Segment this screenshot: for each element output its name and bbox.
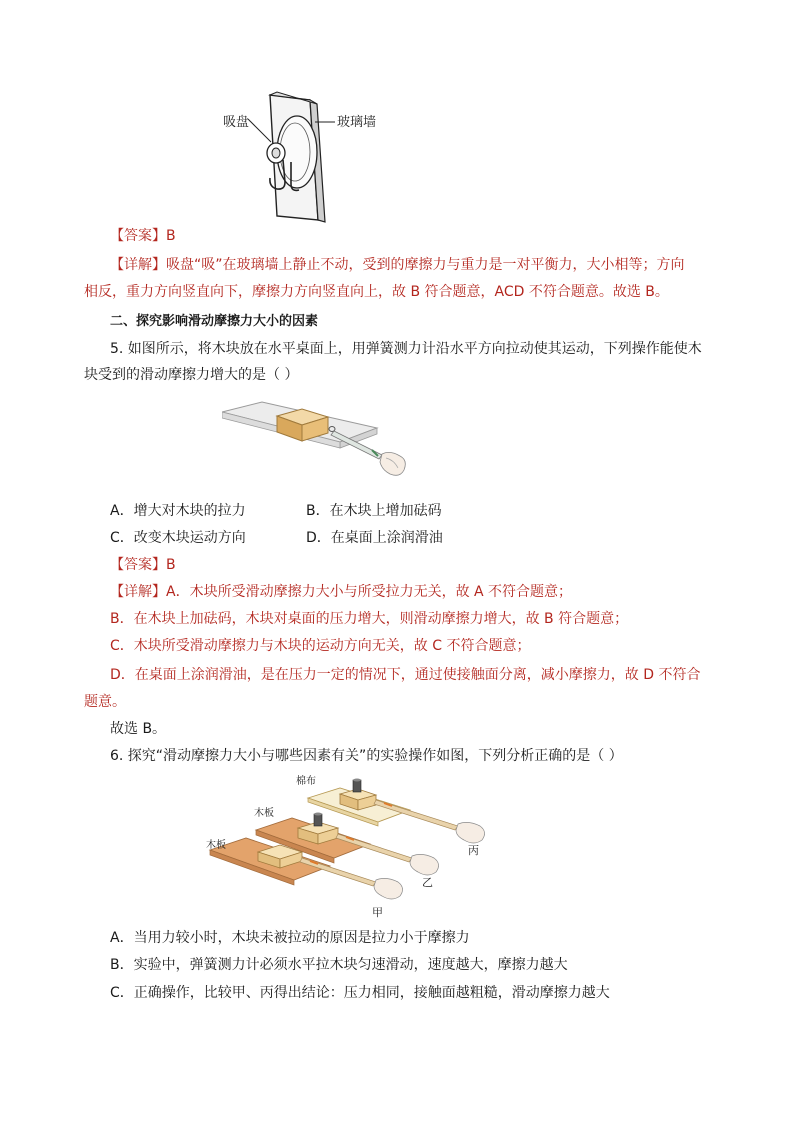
label-bing: 丙 — [468, 844, 479, 857]
q6-option-b: B．实验中，弹簧测力计必须水平拉木块匀速滑动，速度越大，摩擦力越大 — [110, 957, 568, 973]
q6-option-c: C．正确操作，比较甲、丙得出结论：压力相同，接触面越粗糙，滑动摩擦力越大 — [110, 985, 610, 1001]
q5-option-d: D．在桌面上涂润滑油 — [306, 530, 443, 546]
q5-stem-line1: 5. 如图所示，将木块放在水平桌面上，用弹簧测力计沿水平方向拉动使其运动，下列操作能使木 — [110, 341, 702, 357]
detail-text: 吸盘“吸”在玻璃墙上静止不动，受到的摩擦力与重力是一对平衡力，大小相等；方向 — [166, 257, 685, 273]
suction-cup-figure — [215, 90, 395, 225]
answer-value: B — [166, 228, 176, 244]
q5-detail-d2: 题意。 — [84, 694, 126, 710]
q5-option-b: B．在木块上增加砝码 — [306, 503, 442, 519]
section-title: 二、探究影响滑动摩擦力大小的因素 — [110, 314, 319, 329]
detail-text: A．木块所受滑动摩擦力大小与所受拉力无关，故 A 不符合题意； — [166, 584, 573, 600]
q5-option-a: A．增大对木块的拉力 — [110, 503, 246, 519]
label-suction-cup: 吸盘 — [223, 115, 250, 130]
q6-stem: 6. 探究“滑动摩擦力大小与哪些因素有关”的实验操作如图，下列分析正确的是（ ） — [110, 748, 623, 764]
label-yi: 乙 — [422, 876, 433, 889]
q4-detail-line1 — [110, 255, 685, 275]
q5-detail-a — [110, 582, 572, 602]
label-jia: 甲 — [372, 906, 383, 919]
answer-tag: 【答案】 — [110, 228, 166, 244]
q5-detail-d1: D．在桌面上涂润滑油，是在压力一定的情况下，通过使接触面分离，减小摩擦力，故 D 不符合 — [110, 667, 701, 683]
q5-detail-b: B．在木块上加砝码，木块对桌面的压力增大，则滑动摩擦力增大，故 B 符合题意； — [110, 611, 629, 627]
block-spring-scale-figure — [222, 398, 422, 486]
q5-option-c: C．改变木块运动方向 — [110, 530, 246, 546]
answer-value: B — [166, 557, 176, 573]
q6-option-a: A．当用力较小时，木块未被拉动的原因是拉力小于摩擦力 — [110, 930, 470, 946]
detail-tag: 【详解】 — [110, 257, 166, 273]
label-glass-wall: 玻璃墙 — [337, 115, 377, 130]
q5-conclusion: 故选 B。 — [110, 721, 167, 737]
label-wood-board-1: 木板 — [254, 808, 274, 819]
answer-tag: 【答案】 — [110, 557, 166, 573]
detail-tag: 【详解】 — [110, 584, 166, 600]
q4-answer — [110, 226, 176, 246]
label-cotton-cloth: 棉布 — [296, 776, 316, 787]
label-wood-board-2: 木板 — [206, 840, 226, 851]
q5-stem-line2: 块受到的滑动摩擦力增大的是（ ） — [84, 367, 299, 383]
q5-answer — [110, 555, 176, 575]
q4-detail-line2: 相反，重力方向竖直向下，摩擦力方向竖直向上，故 B 符合题意，ACD 不符合题意。故选 B。 — [84, 284, 669, 300]
friction-experiment-figure — [200, 770, 500, 920]
q5-detail-c: C．木块所受滑动摩擦力与木块的运动方向无关，故 C 不符合题意； — [110, 638, 531, 654]
